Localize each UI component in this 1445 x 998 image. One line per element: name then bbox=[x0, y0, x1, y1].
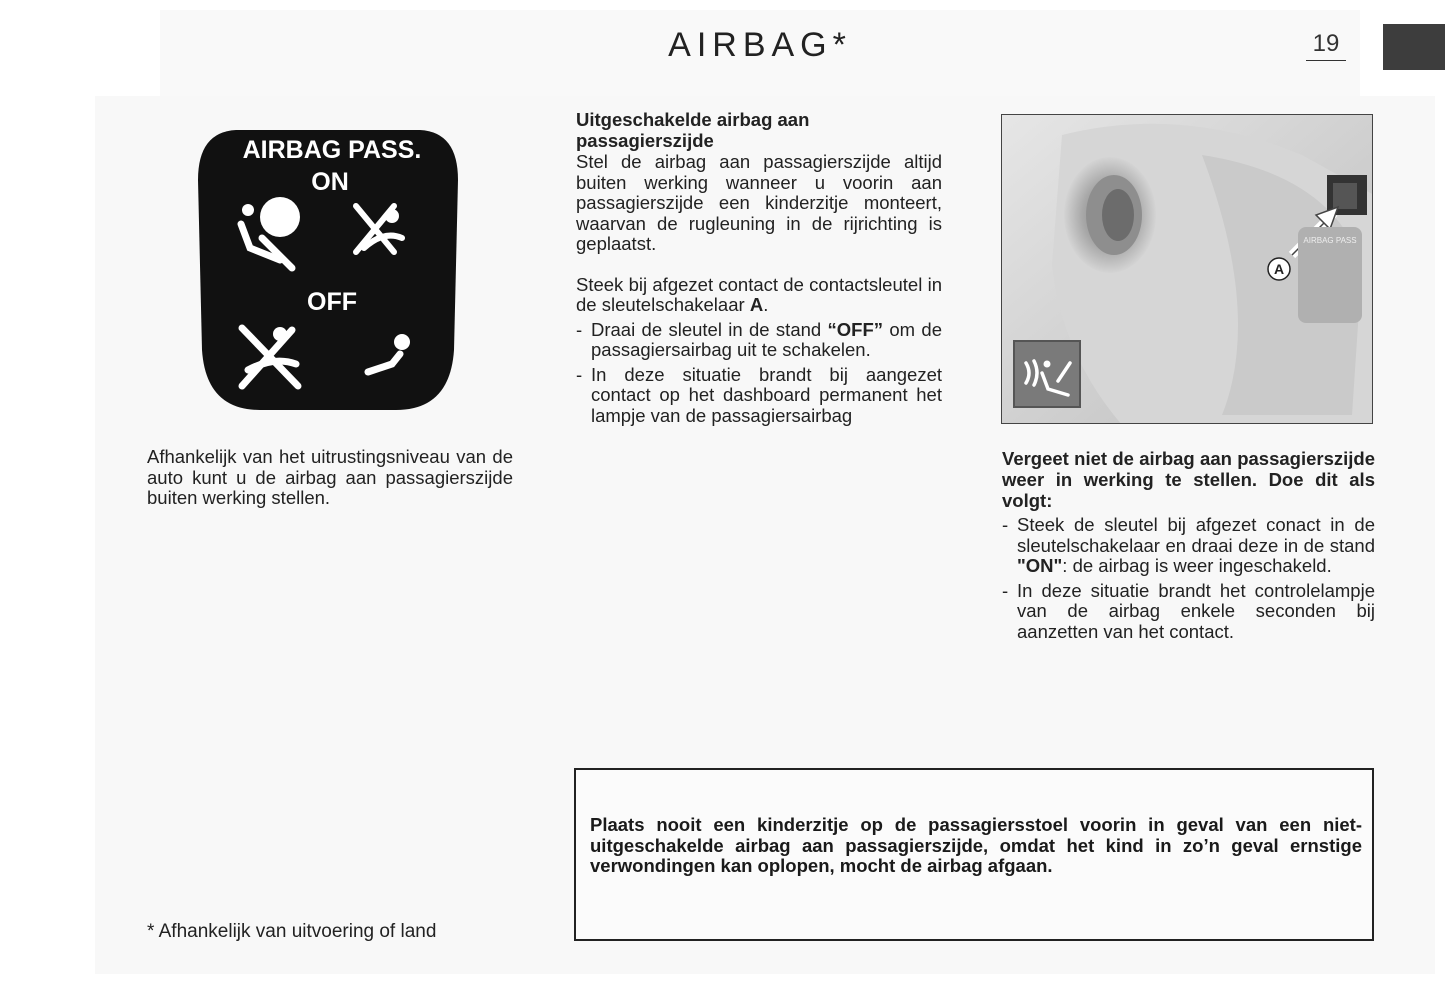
paragraph-child-seat: Stel de airbag aan passagierszijde altijd buiten werking wanneer u voorin aan passagierszijde een kinderzitje monteert, waarvan de rugleuning in de rijrichting is geplaatst. bbox=[576, 151, 942, 254]
section-heading-reenable: Vergeet niet de airbag aan passagierszijde weer in werking te stellen. Doe dit als volgt: bbox=[1002, 448, 1375, 511]
svg-text:AIRBAG PASS: AIRBAG PASS bbox=[1303, 236, 1357, 245]
airbag-pass-sign bbox=[196, 120, 460, 414]
instruction-control-lamp: - In deze situatie brandt het controlelampje van de airbag enkele seconden bij aanzetten van het contact. bbox=[1002, 579, 1375, 642]
dashboard-illustration bbox=[1002, 115, 1373, 424]
warning-text: Plaats nooit een kinderzitje op de passagiersstoel voorin in geval van een niet-uitgeschakelde airbag aan passagierszijde, omdat het kind in zo’n geval ernstige verwondingen kan oplopen, mocht de airbag afgaan. bbox=[590, 814, 1362, 876]
intro-paragraph: Afhankelijk van het uitrustingsniveau van de auto kunt u de airbag aan passagierszijde buiten werking stellen. bbox=[147, 446, 513, 508]
warning-box bbox=[574, 768, 1374, 941]
section-heading-disable: Uitgeschakelde airbag aan passagierszijde bbox=[576, 109, 810, 151]
callout-a-label bbox=[1268, 258, 1290, 280]
switch-reference-a: A bbox=[749, 294, 764, 315]
page-number: 19 bbox=[1306, 30, 1346, 61]
page-title: AIRBAG* bbox=[668, 26, 852, 64]
dashboard-switch-photo bbox=[1001, 114, 1373, 424]
middle-column bbox=[576, 109, 942, 426]
paragraph-insert-key: Steek bij afgezet contact de contactsleutel in de sleutelschakelaar A. bbox=[576, 273, 942, 315]
footnote: * Afhankelijk van uitvoering of land bbox=[147, 921, 437, 942]
instruction-turn-on: - Steek de sleutel bij afgezet conact in de sleutelschakelaar en draai deze in de stand "ON": de airbag is weer ingeschakeld. bbox=[1002, 514, 1375, 576]
mini-airbag-label-panel bbox=[1298, 227, 1362, 323]
sign-off-label: OFF bbox=[307, 288, 357, 316]
svg-text:A: A bbox=[1273, 261, 1285, 277]
right-column bbox=[1002, 448, 1375, 642]
instruction-turn-off: - Draai de sleutel in de stand “OFF” om de passagiersairbag uit te schakelen. bbox=[576, 318, 942, 360]
sign-on-label: ON bbox=[311, 168, 349, 196]
section-thumb-tab bbox=[1383, 24, 1445, 70]
airbag-warning-lamp-icon bbox=[1014, 341, 1080, 407]
instruction-warning-lamp: - In deze situatie brandt bij aangezet contact op het dashboard permanent het lampje van de passagiersairbag bbox=[576, 363, 942, 426]
sign-title: AIRBAG PASS. bbox=[242, 136, 422, 164]
